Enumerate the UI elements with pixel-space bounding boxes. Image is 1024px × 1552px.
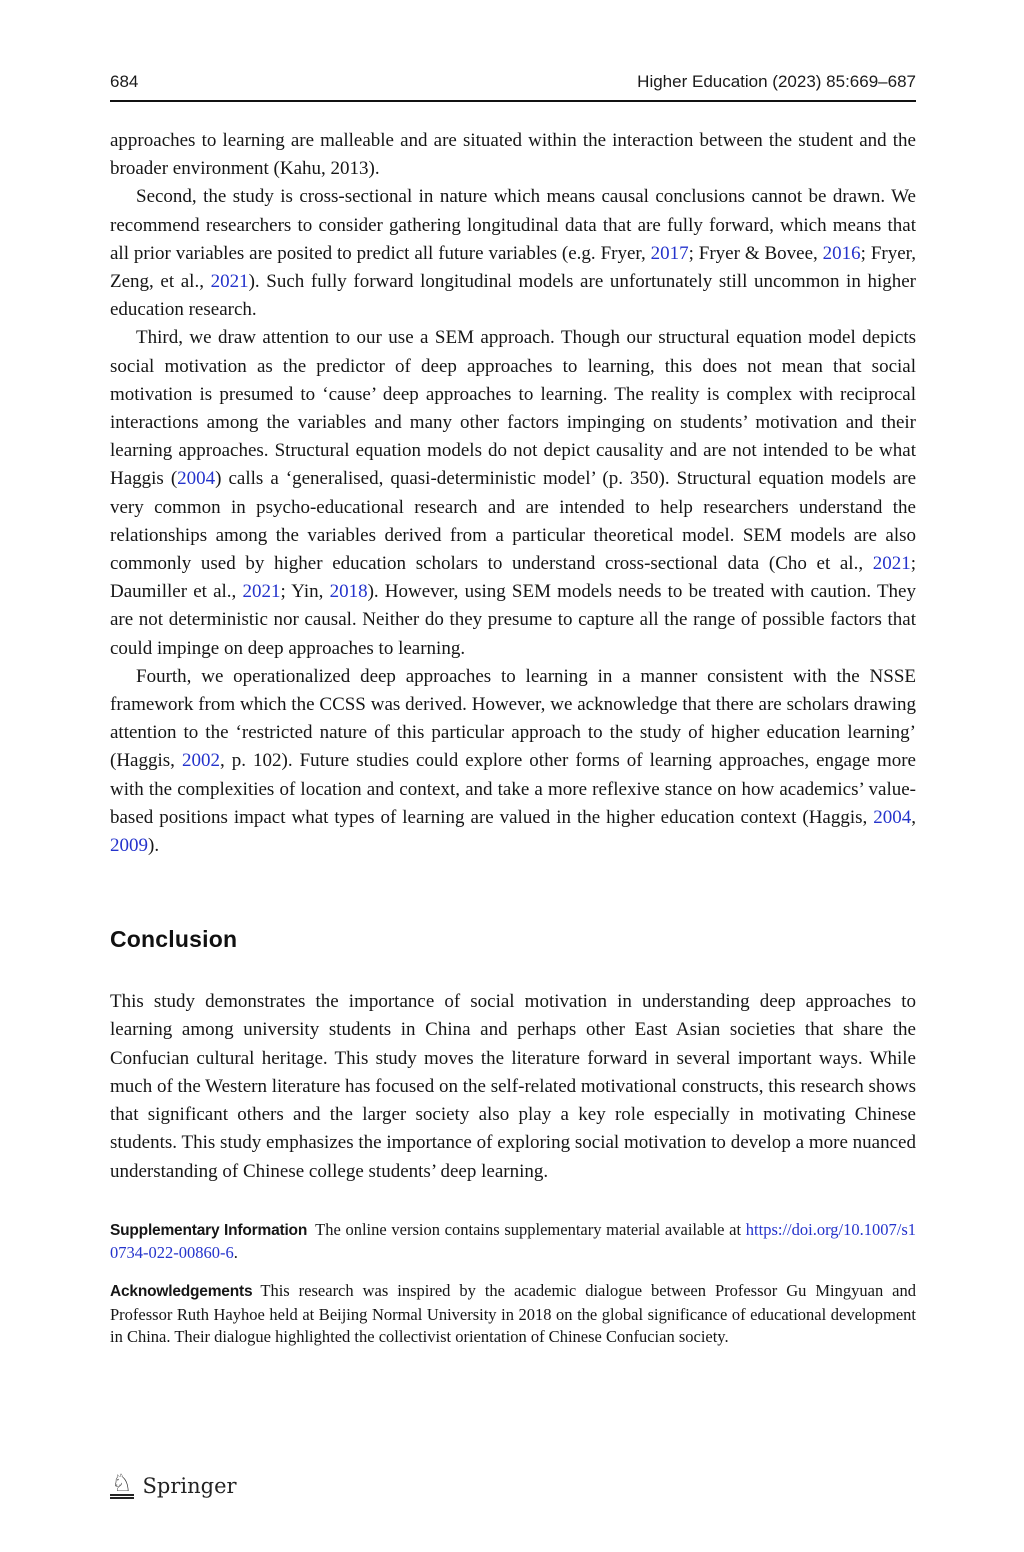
conclusion-heading: Conclusion [110, 926, 238, 953]
publisher-name: Springer [142, 1473, 237, 1498]
citation-link[interactable]: 2021 [872, 553, 911, 575]
acknowledgements-text: This research was inspired by the academic dialogue between Professor Gu Mingyuan and Professor Ruth Hayhoe held at Beijing Normal University in 2018 on the global significance of educational development in China. Their dialogue highlighted the collectivist orientation of Chinese Confucian society. [110, 1281, 916, 1346]
body-paragraph: approaches to learning are malleable and are situated within the interaction between the student and the broader environment (Kahu, 2013). [110, 130, 916, 180]
supplementary-label: Supplementary Information [110, 1221, 308, 1239]
conclusion-section [110, 988, 916, 1185]
conclusion-paragraph: This study demonstrates the importance of social motivation in understanding deep approaches to learning among university students in China and perhaps other East Asian societies that share the Confucian cultural heritage. This study moves the literature forward in several important ways. While much of the Western literature has focused on the self-related motivational constructs, this research shows that significant others and the larger society also play a key role especially in motivating Chinese students. This study emphasizes the importance of exploring social motivation to develop a more nuanced understanding of Chinese college students’ deep learning. [110, 991, 916, 1182]
citation-link[interactable]: 2004 [873, 806, 912, 828]
body-paragraph: Third, we draw attention to our use a SEM approach. Though our structural equation model depicts social motivation as the predictor of deep approaches to learning, this does not mean that social motivation is presumed to ‘cause’ deep approaches to learning. The reality is complex with reciprocal interactions among the variables and many other factors impinging on students’ motivation and their learning approaches. Structural equation models do not depict causality and are not intended to be what Haggis (2004) calls a ‘generalised, quasi-deterministic model’ (p. 350). Structural equation models are very common in psycho-educational research and are intended to help researchers understand the relationships among the variables derived from a particular theoretical model. SEM models are also commonly used by higher education scholars to understand cross-sectional data (Cho et al., 2021; Daumiller et al., 2021; Yin, 2018). However, using SEM models needs to be treated with caution. They are not deterministic nor causal. Neither do they presume to capture all the range of possible factors that could impinge on deep approaches to learning. [110, 327, 917, 659]
doi-link[interactable]: https://doi.org/10.1007/s10734-022-00860-6 [110, 1219, 916, 1262]
citation-link[interactable]: 2017 [650, 242, 689, 264]
discussion-section [110, 127, 916, 860]
body-paragraph: Second, the study is cross-sectional in nature which means causal conclusions cannot be drawn. We recommend researchers to consider gathering longitudinal data that are fully forward, which means that all prior variables are posited to predict all future variables (e.g. Fryer, 2017; Fryer & Bovee, 2016; Fryer, Zeng, et al., 2021). Such fully forward longitudinal models are unfortunately still uncommon in higher education research. [110, 186, 916, 321]
citation-link[interactable]: 2021 [210, 271, 249, 293]
page-content [110, 0, 916, 1348]
citation-link[interactable]: 2021 [242, 581, 281, 603]
body-paragraph: Fourth, we operationalized deep approaches to learning in a manner consistent with the NSSE framework from which the CCSS was derived. However, we acknowledge that there are scholars drawing attention to the ‘restricted nature of this particular approach to the study of higher education learning’ (Haggis, 2002, p. 102). Future studies could explore other forms of learning approaches, engage more with the complexities of location and context, and take a more reflexive stance on how academics’ value-based positions impact what types of learning are valued in the higher education context (Haggis, 2004, 2009). [110, 665, 916, 857]
acknowledgements-label: Acknowledgements [110, 1283, 253, 1301]
citation-link[interactable]: 2009 [110, 835, 148, 857]
citation-link[interactable]: 2002 [181, 750, 220, 772]
acknowledgements-note [110, 1280, 916, 1348]
publisher-footer [110, 1469, 237, 1499]
running-header [110, 0, 916, 92]
citation-link[interactable]: 2016 [822, 242, 861, 264]
citation-link[interactable]: 2004 [177, 468, 216, 490]
supplementary-text: The online version contains supplementary material available at https://doi.org/10.1007/s10734-022-00860-6. [110, 1219, 916, 1262]
header-divider [110, 100, 916, 102]
citation-link[interactable]: 2018 [329, 581, 368, 603]
supplementary-note [110, 1219, 916, 1265]
springer-knight-icon: ♘ [111, 1469, 133, 1497]
page-number: 684 [110, 72, 139, 91]
journal-reference: Higher Education (2023) 85:669–687 [637, 72, 916, 91]
